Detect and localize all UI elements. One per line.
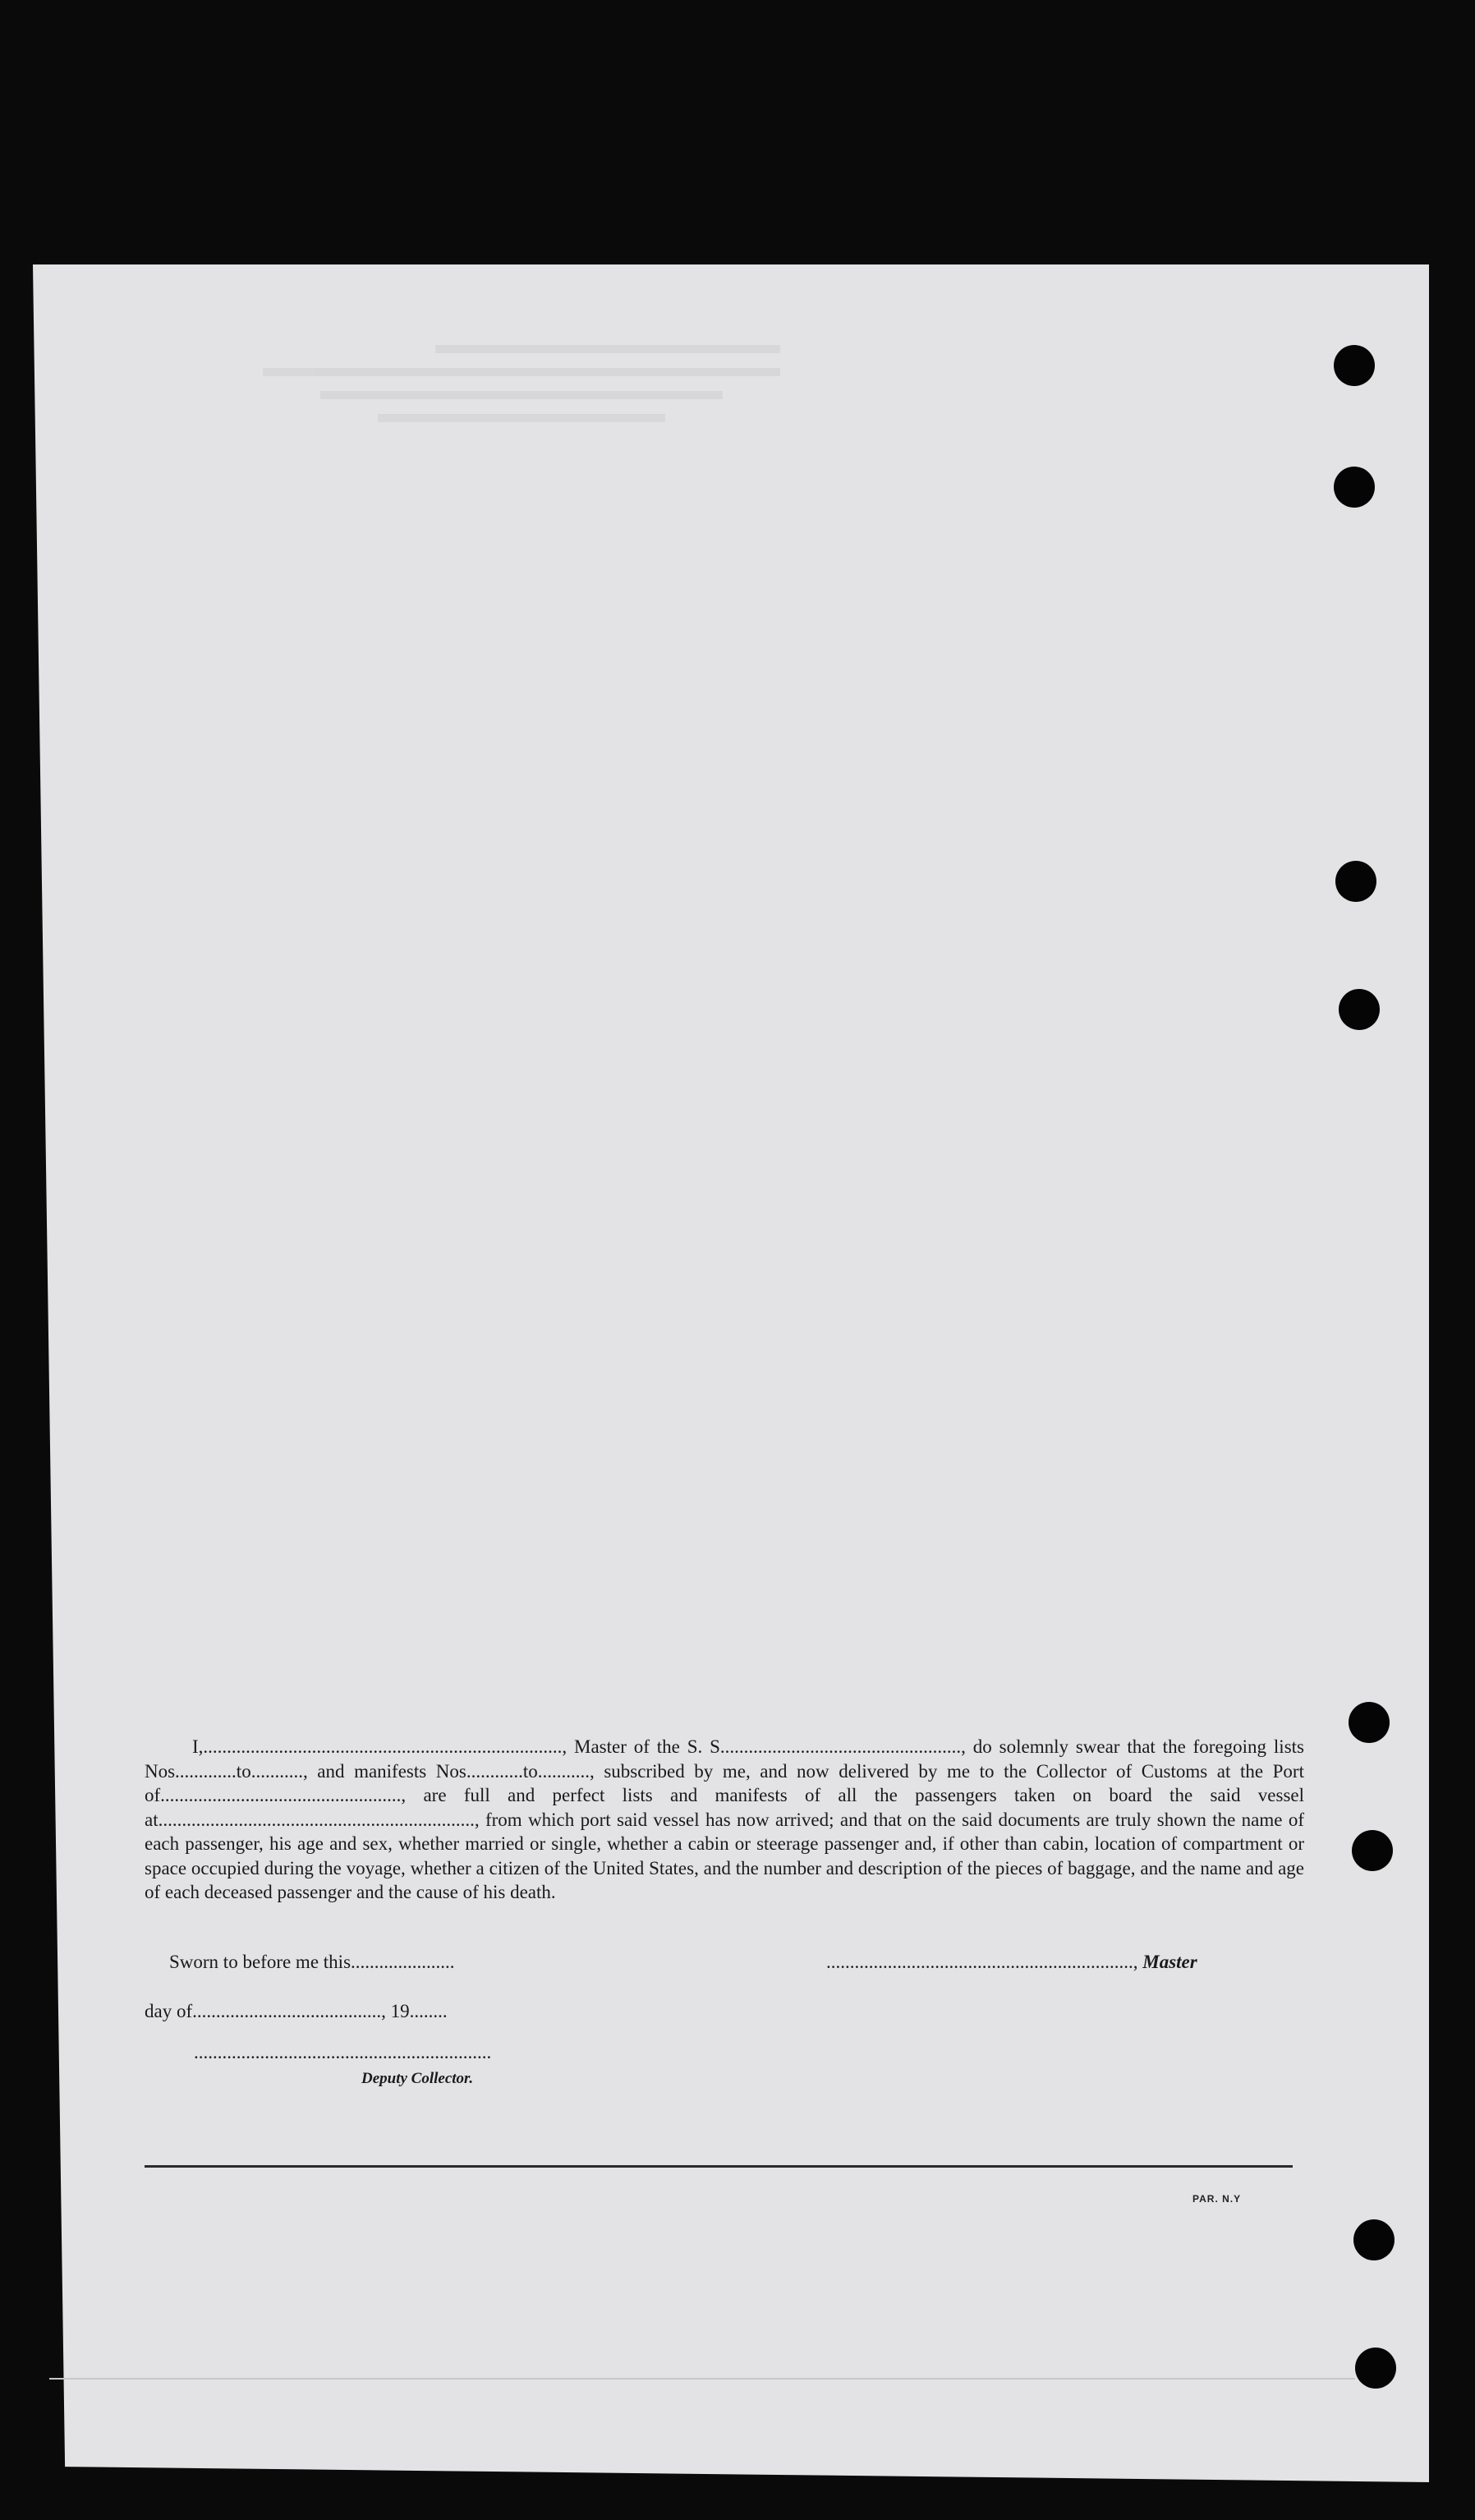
sworn-before-line: Sworn to before me this......................: [169, 1952, 455, 1972]
master-signature-line: [826, 1952, 1197, 1973]
punch-hole: [1334, 345, 1375, 386]
punch-hole: [1334, 467, 1375, 508]
deputy-collector-signature-line: ...............................................................: [194, 2042, 492, 2062]
oath-declaration: [145, 1735, 1304, 1905]
punch-hole: [1352, 1830, 1393, 1871]
form-code: PAR. N.Y: [1192, 2193, 1242, 2205]
bleed-through-header: [263, 330, 838, 494]
master-signature-dots: .................................................................,: [826, 1952, 1138, 1972]
punch-hole: [1355, 2348, 1396, 2389]
manifest-sheet: [33, 264, 1429, 2482]
deputy-collector-label: Deputy Collector.: [361, 2070, 474, 2087]
punch-hole: [1335, 861, 1376, 902]
punch-hole: [1339, 989, 1380, 1030]
master-label: Master: [1142, 1952, 1197, 1972]
divider-rule: [145, 2165, 1293, 2168]
punch-hole: [1349, 1702, 1390, 1743]
date-line: day of........................................, 19........: [145, 2001, 448, 2021]
oath-paragraph: I,............................................................................, Master of the S. S..................................................., do solemnly swear that the foregoing lists Nos.............to..........., and manifests Nos............to..........., subscribed by me, and now delivered by me to the Collector of Customs at the Port of..................................................., are full and perfect lists and manifests of all the passengers taken on board the said vessel at..................................................................., from which port said vessel has now arrived; and that on the said documents are truly shown the name of each passenger, his age and sex, whether married or single, whether a cabin or steerage passenger and, if other than cabin, location of compartment or space occupied during the voyage, whether a citizen of the United States, and the number and description of the pieces of baggage, and the name and age of each deceased passenger and the cause of his death.: [145, 1736, 1304, 1902]
punch-hole: [1353, 2219, 1395, 2260]
faint-bottom-rule: [49, 2378, 1355, 2380]
